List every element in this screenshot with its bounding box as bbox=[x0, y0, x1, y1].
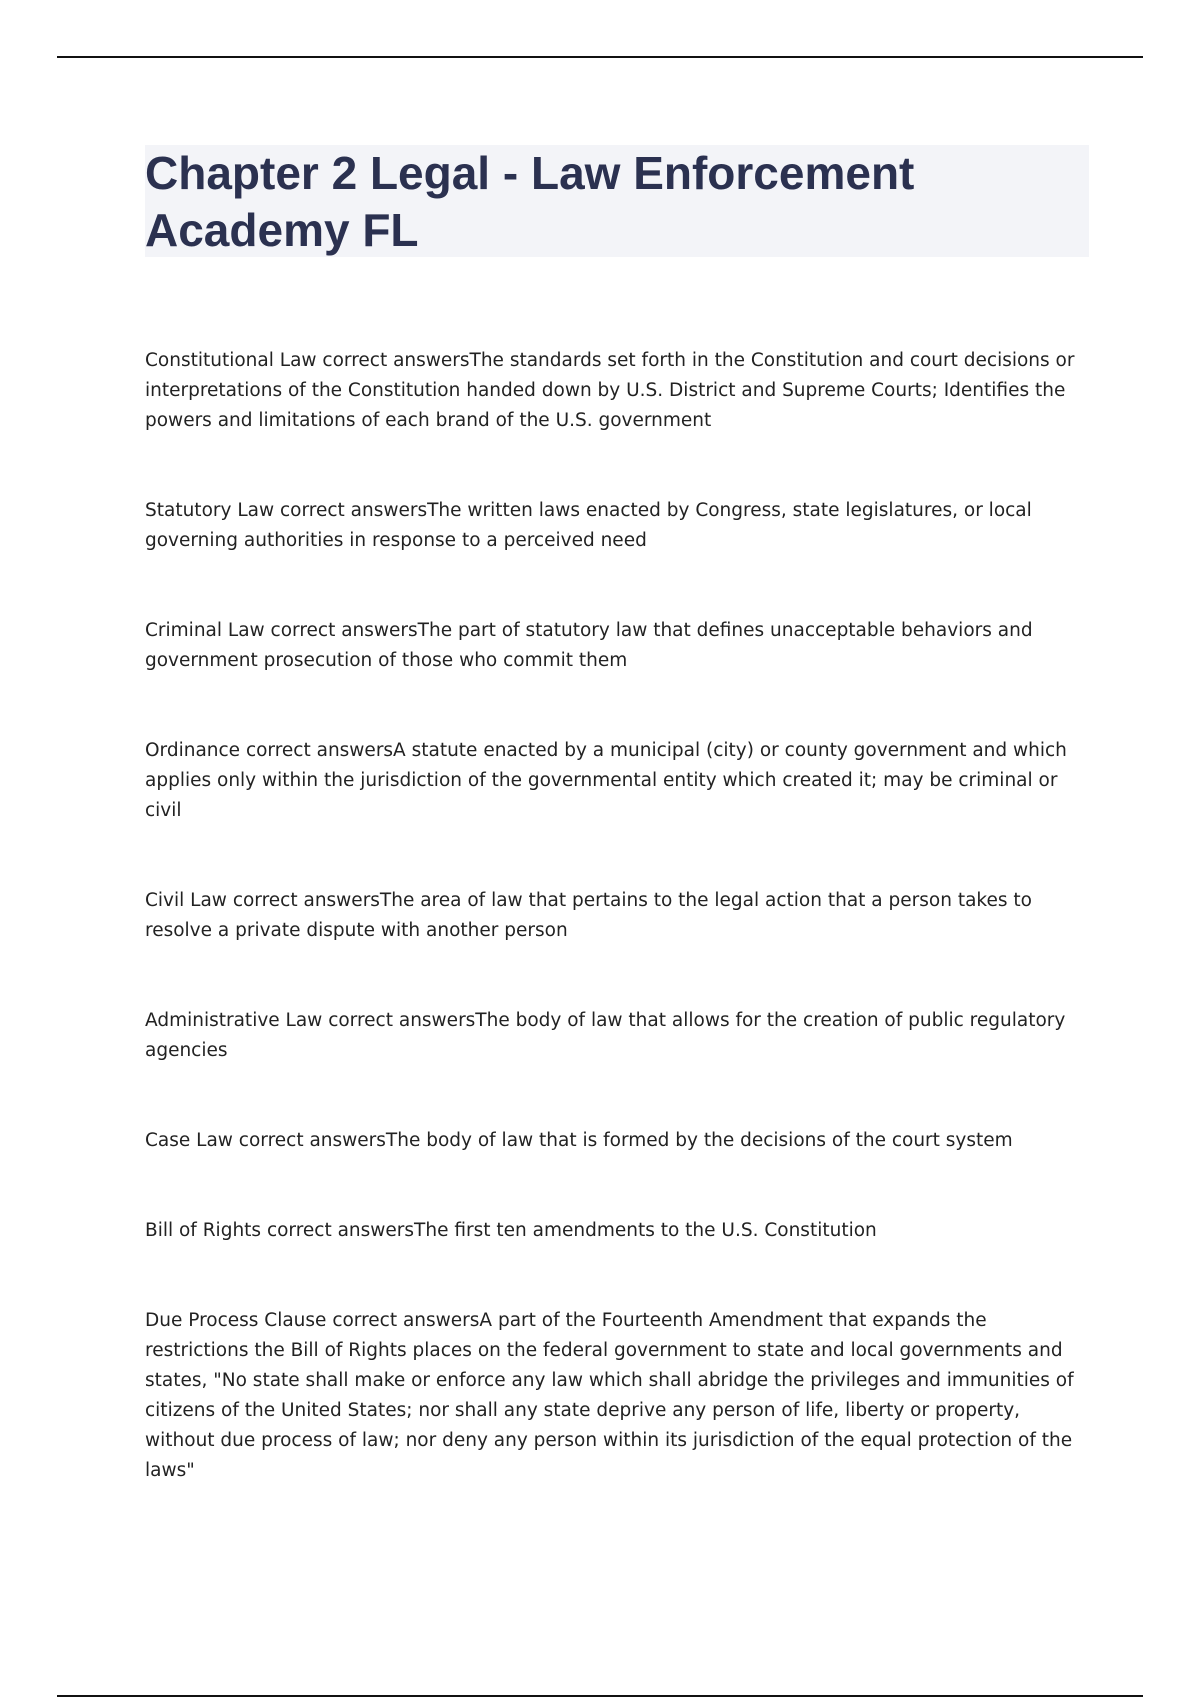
entry-statutory-law: Statutory Law correct answersThe written laws enacted by Congress, state legislatures, or local governing authorities in response to a perceived need bbox=[145, 500, 1032, 551]
entry-constitutional-law: Constitutional Law correct answersThe standards set forth in the Constitution and court decisions or interpretations of the Constitution handed down by U.S. District and Supreme Courts; Identifies the powers and limitations of each brand of the U.S. government bbox=[145, 350, 1075, 431]
bottom-divider bbox=[57, 1695, 1143, 1697]
top-divider bbox=[57, 56, 1143, 58]
definition-list bbox=[145, 346, 1090, 1486]
entry-case-law: Case Law correct answersThe body of law that is formed by the decisions of the court system bbox=[145, 1130, 1013, 1151]
page-title: Chapter 2 Legal - Law Enforcement Academy FL bbox=[145, 147, 915, 256]
entry-administrative-law: Administrative Law correct answersThe body of law that allows for the creation of public regulatory agencies bbox=[145, 1010, 1066, 1061]
entry-criminal-law: Criminal Law correct answersThe part of statutory law that defines unacceptable behaviors and government prosecution of those who commit them bbox=[145, 620, 1033, 671]
entry-bill-of-rights: Bill of Rights correct answersThe first ten amendments to the U.S. Constitution bbox=[145, 1220, 877, 1241]
entry-ordinance: Ordinance correct answersA statute enacted by a municipal (city) or county government and which applies only within the jurisdiction of the governmental entity which created it; may be criminal or civil bbox=[145, 740, 1067, 821]
entry-civil-law: Civil Law correct answersThe area of law that pertains to the legal action that a person takes to resolve a private dispute with another person bbox=[145, 890, 1032, 941]
title-banner bbox=[145, 145, 1089, 257]
entry-due-process-clause: Due Process Clause correct answersA part of the Fourteenth Amendment that expands the restrictions the Bill of Rights places on the federal government to state and local governments and states, "No state shall make or enforce any law which shall abridge the privileges and immunities of citizens of the United States; nor shall any state deprive any person of life, liberty or property, without due process of law; nor deny any person within its jurisdiction of the equal protection of the laws" bbox=[145, 1310, 1074, 1481]
